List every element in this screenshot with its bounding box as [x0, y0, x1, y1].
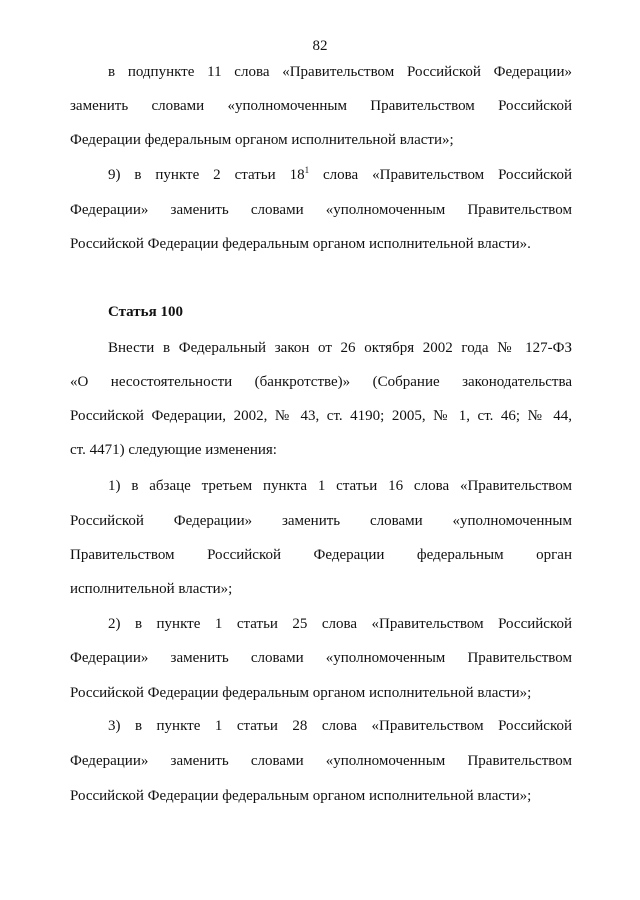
superscript: 1	[304, 165, 310, 175]
text-line: 2) в пункте 1 статьи 25 слова «Правительством Российской	[108, 616, 572, 632]
text-line: 3) в пункте 1 статьи 28 слова «Правительством Российской	[108, 718, 572, 734]
text-line	[108, 165, 572, 185]
text-line: заменить словами «уполномоченным Правительством Российской	[70, 98, 572, 114]
text-fragment: слова «Правительством Российской	[309, 167, 572, 183]
text-line: Федерации» заменить словами «уполномоченным Правительством	[70, 753, 572, 769]
text-line: Российской Федерации, 2002, № 43, ст. 4190; 2005, № 1, ст. 46; № 44,	[70, 408, 572, 424]
article-heading: Статья 100	[108, 304, 183, 320]
text-line: в подпункте 11 слова «Правительством Российской Федерации»	[108, 64, 572, 80]
text-line: Правительством Российской Федерации федеральным орган	[70, 547, 572, 563]
text-line: «О несостоятельности (банкротстве)» (Собрание законодательства	[70, 374, 572, 390]
text-line: Российской Федерации» заменить словами «уполномоченным	[70, 513, 572, 529]
text-line: Российской Федерации федеральным органом исполнительной власти»;	[70, 788, 532, 804]
text-line: ст. 4471) следующие изменения:	[70, 442, 277, 458]
text-line: Российской Федерации федеральным органом исполнительной власти».	[70, 236, 531, 252]
page-number: 82	[312, 38, 328, 54]
text-line: 1) в абзаце третьем пункта 1 статьи 16 слова «Правительством	[108, 478, 572, 494]
text-line: Внести в Федеральный закон от 26 октября 2002 года № 127-ФЗ	[108, 340, 572, 356]
text-line: Федерации федеральным органом исполнительной власти»;	[70, 132, 454, 148]
text-fragment: 9) в пункте 2 статьи 18	[108, 167, 305, 183]
text-line: Федерации» заменить словами «уполномоченным Правительством	[70, 202, 572, 218]
text-line: Федерации» заменить словами «уполномоченным Правительством	[70, 650, 572, 666]
text-line: Российской Федерации федеральным органом исполнительной власти»;	[70, 685, 532, 701]
text-line: исполнительной власти»;	[70, 581, 233, 597]
